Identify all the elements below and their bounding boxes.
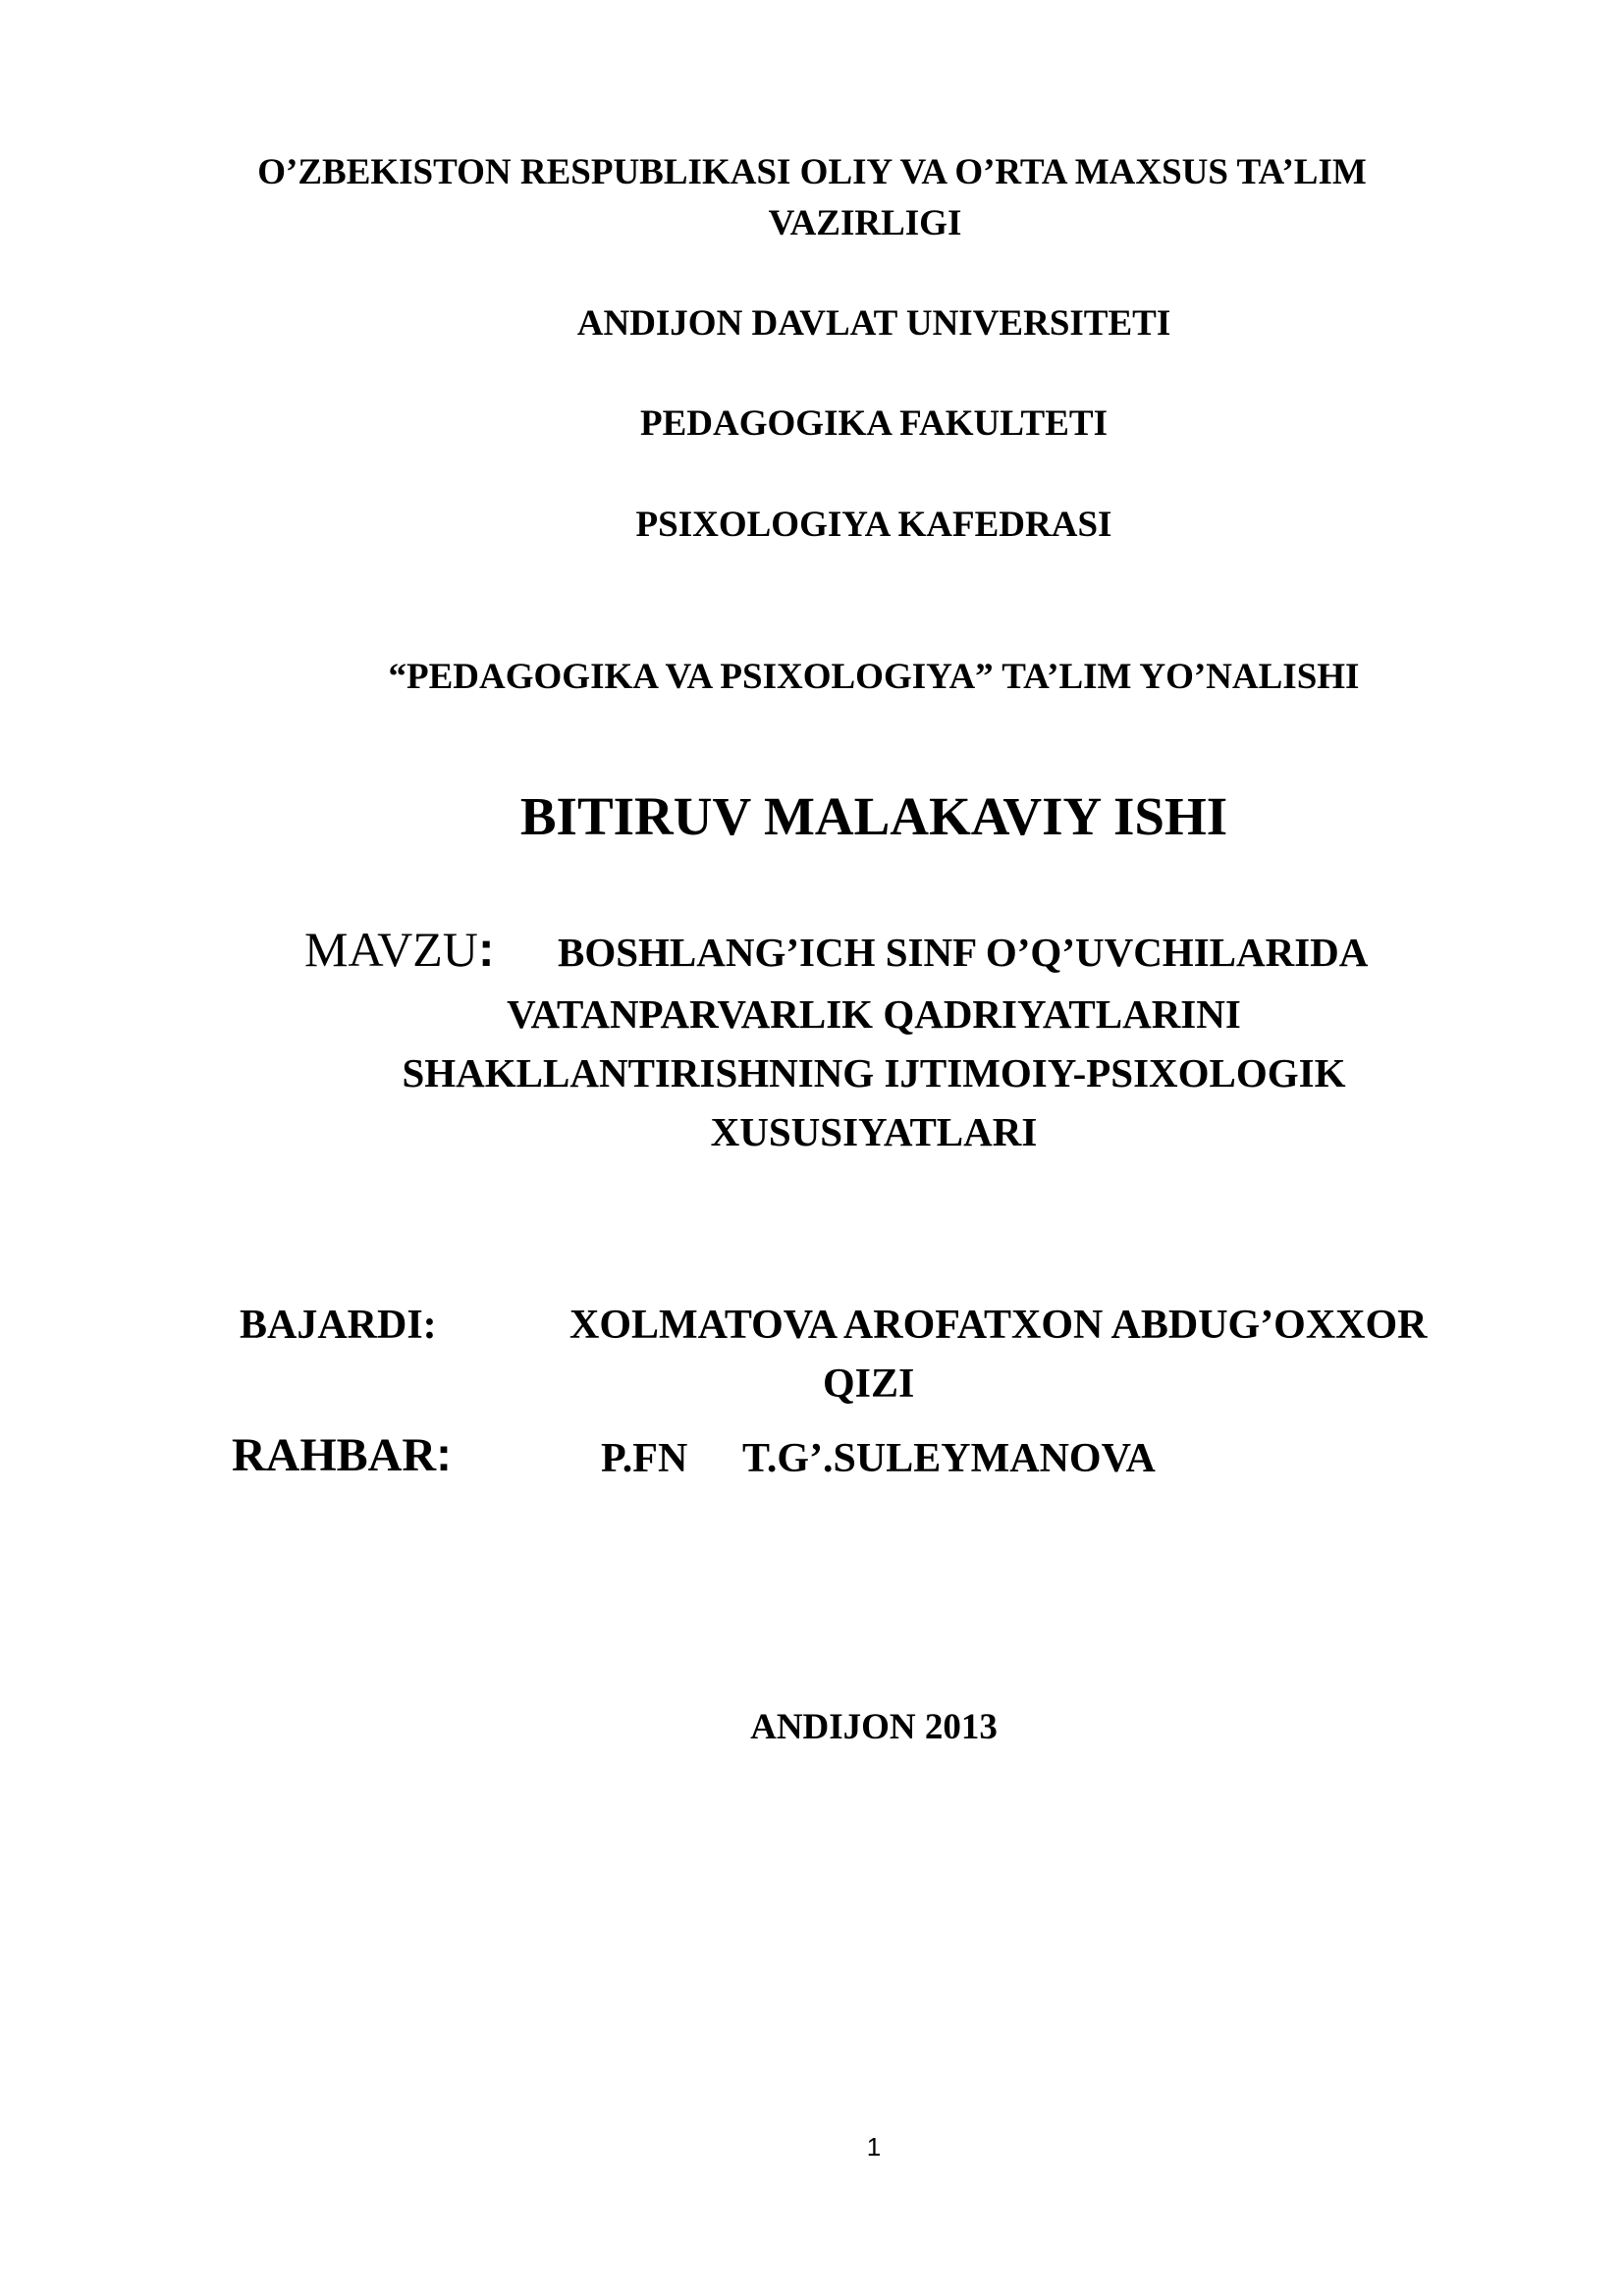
supervisor-label-colon: : <box>436 1429 452 1481</box>
supervisor-name: T.G’.SULEYMANOVA <box>742 1436 1156 1481</box>
faculty-name: PEDAGOGIKA FAKULTETI <box>640 403 1108 444</box>
department-name: PSIXOLOGIYA KAFEDRASI <box>635 505 1112 545</box>
topic-label-colon: : <box>477 922 495 977</box>
topic-line-3: SHAKLLANTIRISHNING IJTIMOIY-PSIXOLOGIK <box>402 1050 1346 1095</box>
author-name-line-2: QIZI <box>823 1362 915 1407</box>
topic-line-2: VATANPARVARLIK QADRIYATLARINI <box>507 991 1241 1037</box>
university-name: ANDIJON DAVLAT UNIVERSITETI <box>576 303 1171 344</box>
ministry-line-2: VAZIRLIGI <box>768 203 962 243</box>
author-label: BAJARDI: <box>240 1303 437 1348</box>
ministry-line-1: O’ZBEKISTON RESPUBLIKASI OLIY VA O’RTA MAXSUS TA’LIM <box>257 152 1367 192</box>
supervisor-label: RAHBAR <box>232 1429 437 1481</box>
page-number: 1 <box>866 2132 882 2162</box>
document-title: BITIRUV MALAKAVIY ISHI <box>519 786 1228 846</box>
topic-label: MAVZU <box>304 922 478 977</box>
supervisor-degree: P.FN <box>601 1436 688 1481</box>
topic-line-1: BOSHLANG’ICH SINF O’Q’UVCHILARIDA <box>558 930 1369 975</box>
city-and-year: ANDIJON 2013 <box>750 1707 998 1747</box>
topic-row <box>304 921 1368 978</box>
supervisor-label-wrap <box>232 1428 452 1482</box>
topic-line-4: XUSUSIYATLARI <box>710 1109 1038 1154</box>
study-direction: “PEDAGOGIKA VA PSIXOLOGIYA” TA’LIM YO’NALISHI <box>388 657 1360 697</box>
author-name-line-1: XOLMATOVA AROFATXON ABDUG’OXXOR <box>569 1303 1428 1348</box>
topic-label-wrap <box>304 921 558 978</box>
